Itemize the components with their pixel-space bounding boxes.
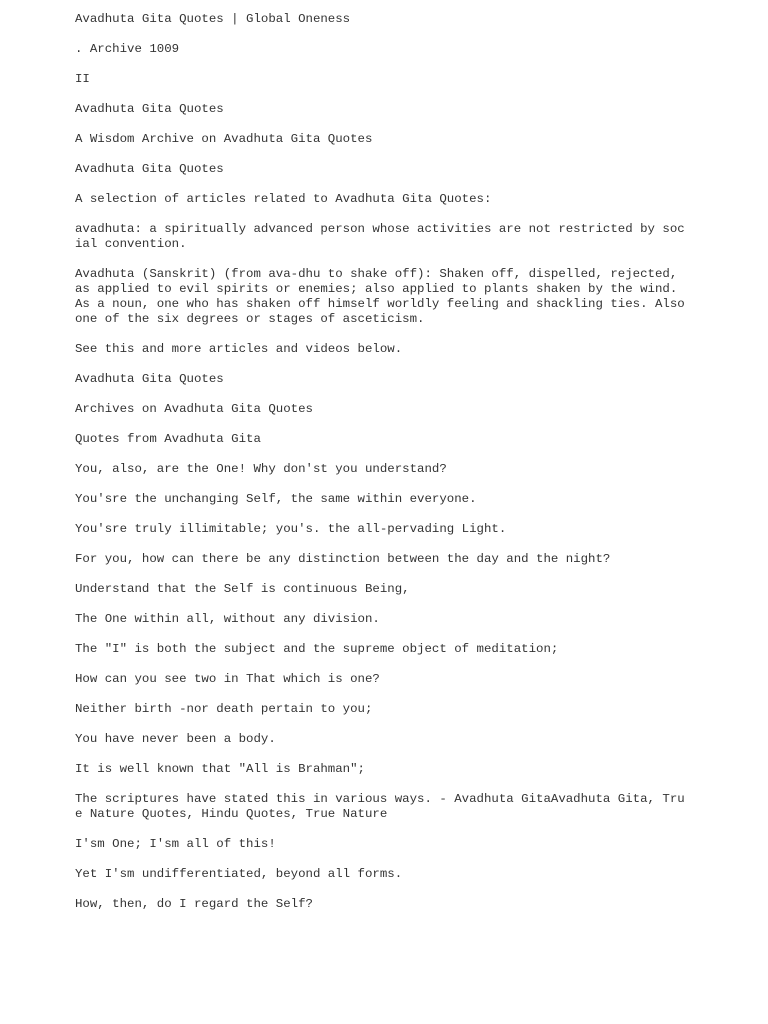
heading-quotes: Avadhuta Gita Quotes	[75, 372, 224, 386]
quote-line: You, also, are the One! Why don'st you understand?	[75, 462, 447, 476]
quote-line: Understand that the Self is continuous Being,	[75, 582, 410, 596]
archive-number: . Archive 1009	[75, 42, 180, 56]
heading: Avadhuta Gita Quotes	[75, 162, 224, 176]
page-header: Avadhuta Gita Quotes | Global Oneness	[75, 12, 351, 26]
quote-line: You'sre the unchanging Self, the same within everyone.	[75, 492, 477, 506]
subtitle: A Wisdom Archive on Avadhuta Gita Quotes	[75, 132, 373, 146]
quote-line: The "I" is both the subject and the supreme object of meditation;	[75, 642, 559, 656]
quote-line: How can you see two in That which is one?	[75, 672, 380, 686]
definition-avadhuta: avadhuta: a spiritually advanced person whose activities are not restricted by social convention.	[75, 222, 685, 251]
see-more-text: See this and more articles and videos below.	[75, 342, 403, 356]
quote-line: I'sm One; I'sm all of this!	[75, 837, 276, 851]
quote-line: The One within all, without any division.	[75, 612, 380, 626]
quote-line: You have never been a body.	[75, 732, 276, 746]
quote-line: For you, how can there be any distinction between the day and the night?	[75, 552, 611, 566]
section-mark: II	[75, 72, 90, 86]
quote-line: Yet I'sm undifferentiated, beyond all forms.	[75, 867, 403, 881]
quote-line: You'sre truly illimitable; you's. the all-pervading Light.	[75, 522, 507, 536]
document-page	[75, 12, 693, 927]
quote-line: Neither birth -nor death pertain to you;	[75, 702, 373, 716]
intro-text: A selection of articles related to Avadhuta Gita Quotes:	[75, 192, 492, 206]
definition-sanskrit: Avadhuta (Sanskrit) (from ava-dhu to shake off): Shaken off, dispelled, rejected, as applied to evil spirits or enemies; also applied to plants shaken by the wind. As a noun, one who has shaken off himself worldly feeling and shackling ties. Also one of the six degrees or stages of asceticism.	[75, 267, 693, 326]
heading-archives: Archives on Avadhuta Gita Quotes	[75, 402, 313, 416]
quote-attribution: The scriptures have stated this in various ways. - Avadhuta GitaAvadhuta Gita, True Nature Quotes, Hindu Quotes, True Nature	[75, 792, 685, 821]
quote-line: It is well known that "All is Brahman";	[75, 762, 365, 776]
heading-quotes-from: Quotes from Avadhuta Gita	[75, 432, 261, 446]
quote-line: How, then, do I regard the Self?	[75, 897, 313, 911]
title: Avadhuta Gita Quotes	[75, 102, 224, 116]
